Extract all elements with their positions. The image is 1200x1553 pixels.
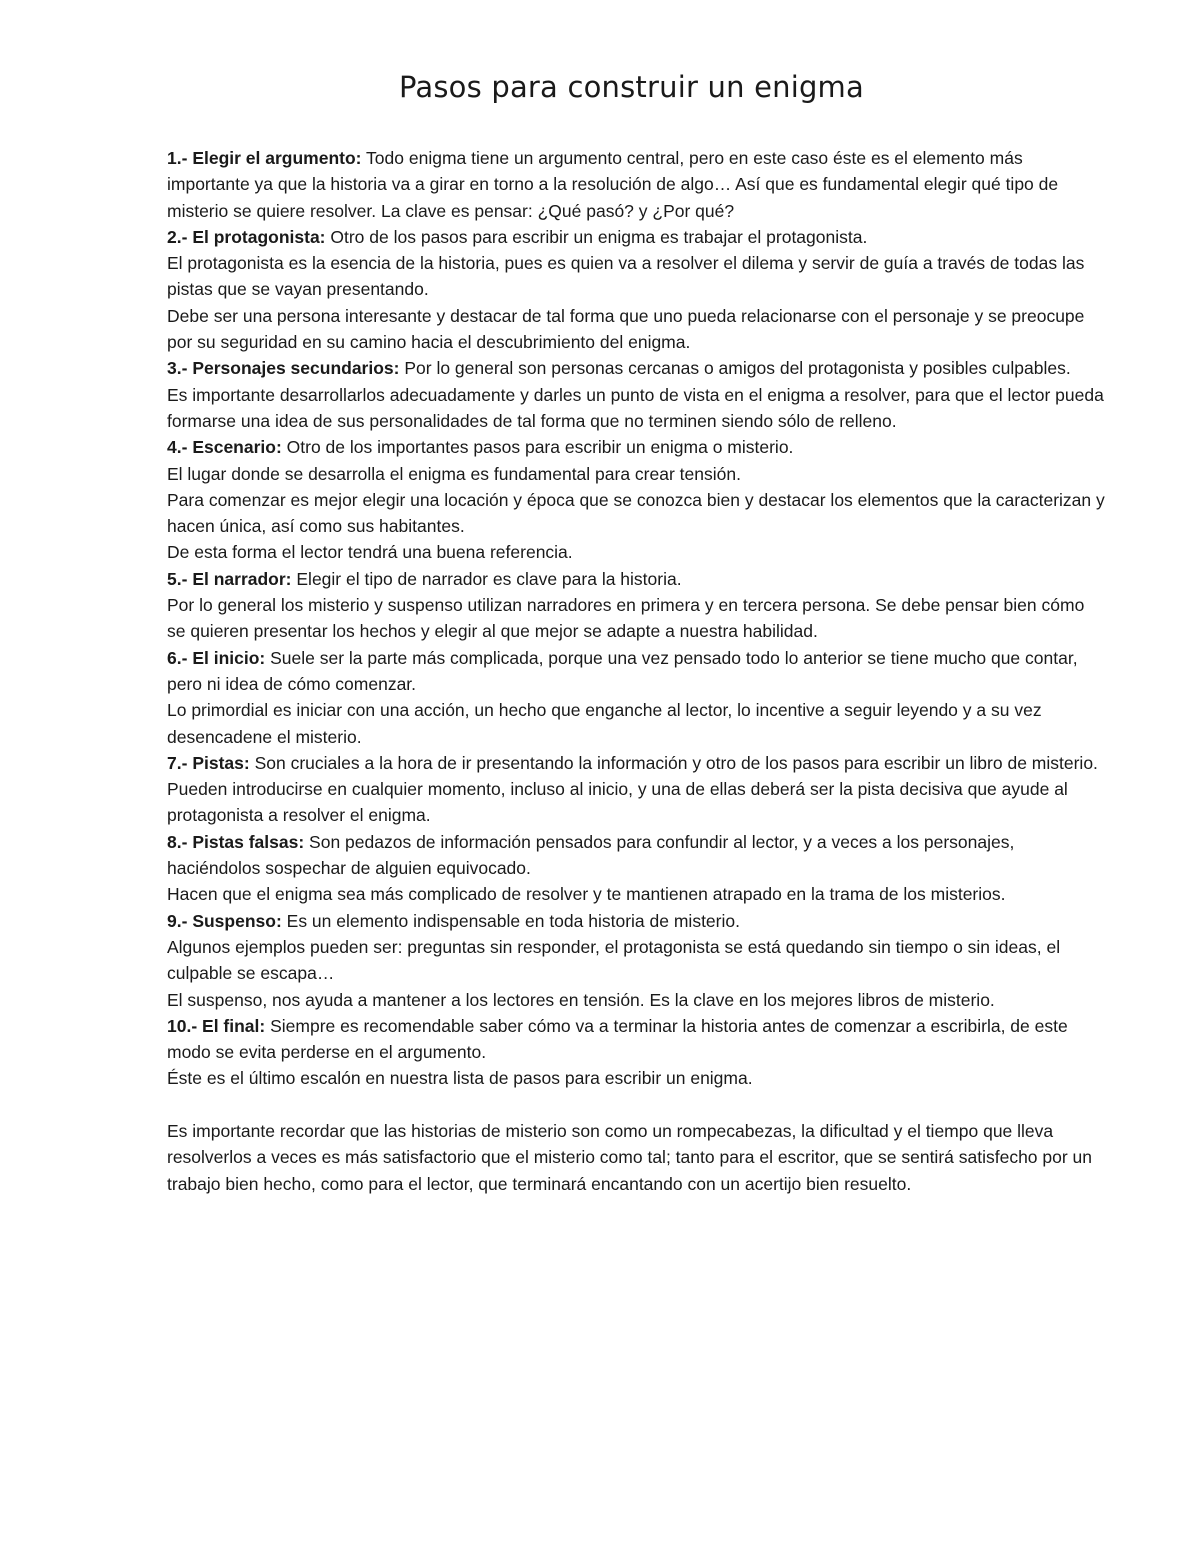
step-8-title: Pistas falsas: (192, 831, 305, 852)
step-3-number: 3.- (167, 358, 188, 379)
step-6-paragraph-2: Lo primordial es iniciar con una acción, un hecho que enganche al lector, lo incentive a seguir leyendo y a su vez desencadene el misterio. (167, 700, 1042, 747)
paragraph-gap (167, 1092, 1107, 1118)
step-9-title: Suspenso: (192, 910, 282, 931)
step-10-paragraph-2: Éste es el último escalón en nuestra lista de pasos para escribir un enigma. (167, 1068, 753, 1089)
step-5-number: 5.- (167, 568, 188, 589)
step-10-title: El final: (202, 1015, 266, 1036)
step-2-paragraph-2: El protagonista es la esencia de la historia, pues es quien va a resolver el dilema y servir de guía a través de todas las pistas que se vayan presentando. (167, 253, 1085, 300)
step-2-paragraph-3: Debe ser una persona interesante y destacar de tal forma que uno pueda relacionarse con el personaje y se preocupe por su seguridad en su camino hacia el descubrimiento del enigma. (167, 305, 1085, 353)
step-6-number: 6.- (167, 647, 188, 668)
conclusion-paragraph: Es importante recordar que las historias de misterio son como un rompecabezas, la dificultad y el tiempo que lleva resolverlos a veces es más satisfactorio que el misterio como tal; tanto para el escritor, que se sentirá satisfecho por un trabajo bien hecho, como para el lector, que terminará encantando con un acertijo bien resuelto. (167, 1120, 1093, 1194)
step-2-title: El protagonista: (192, 226, 326, 247)
step-6-title: El inicio: (192, 647, 266, 668)
document-body (167, 145, 1107, 1197)
step-8-number: 8.- (167, 831, 188, 852)
document-title: Pasos para construir un enigma (399, 70, 864, 104)
step-1-paragraph-1 (167, 145, 1107, 224)
step-5-text-1: Elegir el tipo de narrador es clave para la historia. (291, 568, 682, 589)
step-4-number: 4.- (167, 437, 188, 458)
step-5-paragraph-2: Por lo general los misterio y suspenso utilizan narradores en primera y en tercera persona. Se debe pensar bien cómo se quieren presentar los hechos y elegir al que mejor se adapte a nuestra habilidad. (167, 595, 1085, 642)
step-7-paragraph-1 (167, 750, 1107, 776)
step-1-number: 1.- (167, 148, 188, 168)
step-10-text-1: Siempre es recomendable saber cómo va a terminar la historia antes de comenzar a escribirla, de este modo se evita perderse en el argumento. (167, 1015, 1068, 1063)
step-1-title: Elegir el argumento: (192, 148, 362, 168)
step-6-text-1: Suele ser la parte más complicada, porque una vez pensado todo lo anterior se tiene mucho que contar, pero ni idea de cómo comenzar. (167, 647, 1078, 694)
step-9-text-1: Es un elemento indispensable en toda historia de misterio. (281, 910, 740, 931)
step-9-paragraph-1 (167, 908, 1107, 934)
step-3-title: Personajes secundarios: (192, 358, 400, 379)
step-4-text-1: Otro de los importantes pasos para escribir un enigma o misterio. (281, 437, 794, 458)
step-5-paragraph-1 (167, 566, 1107, 592)
step-2-text-1: Otro de los pasos para escribir un enigma es trabajar el protagonista. (325, 226, 868, 247)
step-3-paragraph-1 (167, 355, 1107, 381)
step-10-number: 10.- (167, 1015, 198, 1036)
step-4-paragraph-2: El lugar donde se desarrolla el enigma es fundamental para crear tensión. (167, 463, 741, 484)
step-8-paragraph-1 (167, 829, 1107, 882)
step-8-text-1: Son pedazos de información pensados para confundir al lector, y a veces a los personajes, haciéndolos sospechar de alguien equivocado. (167, 831, 1015, 879)
step-6-paragraph-1 (167, 645, 1107, 698)
step-2-number: 2.- (167, 226, 188, 247)
step-7-text-1: Son cruciales a la hora de ir presentando la información y otro de los pasos para escribir un libro de misterio. (249, 752, 1098, 773)
step-4-paragraph-1 (167, 434, 1107, 460)
step-2-paragraph-1 (167, 224, 1107, 250)
step-3-paragraph-2: Es importante desarrollarlos adecuadamente y darles un punto de vista en el enigma a resolver, para que el lector pueda formarse una idea de sus personalidades de tal forma que no terminen siendo sólo de relleno. (167, 384, 1104, 431)
step-9-paragraph-2: Algunos ejemplos pueden ser: preguntas sin responder, el protagonista se está quedando sin tiempo o sin ideas, el culpable se escapa… (167, 936, 1061, 984)
step-7-title: Pistas: (192, 752, 250, 773)
step-8-paragraph-2: Hacen que el enigma sea más complicado de resolver y te mantienen atrapado en la trama de los misterios. (167, 884, 1006, 905)
step-7-number: 7.- (167, 752, 188, 773)
step-9-paragraph-3: El suspenso, nos ayuda a mantener a los lectores en tensión. Es la clave en los mejores libros de misterio. (167, 989, 995, 1010)
step-5-title: El narrador: (192, 568, 292, 589)
step-3-text-1: Por lo general son personas cercanas o amigos del protagonista y posibles culpables. (399, 358, 1071, 379)
step-1-text-1: Todo enigma tiene un argumento central, pero en este caso éste es el elemento más importante ya que la historia va a girar en torno a la resolución de algo… Así que es fundamental elegir qué tipo de misterio se quiere resolver. La clave es pensar: ¿Qué pasó? y ¿Por qué? (167, 148, 1059, 221)
step-4-paragraph-3: Para comenzar es mejor elegir una locación y época que se conozca bien y destacar los elementos que la caracterizan y hacen única, así como sus habitantes. (167, 489, 1105, 537)
step-7-paragraph-2: Pueden introducirse en cualquier momento, incluso al inicio, y una de ellas deberá ser la pista decisiva que ayude al protagonista a resolver el enigma. (167, 779, 1068, 826)
step-4-paragraph-4: De esta forma el lector tendrá una buena referencia. (167, 542, 573, 563)
step-4-title: Escenario: (192, 437, 282, 458)
step-9-number: 9.- (167, 910, 188, 931)
step-10-paragraph-1 (167, 1013, 1107, 1066)
